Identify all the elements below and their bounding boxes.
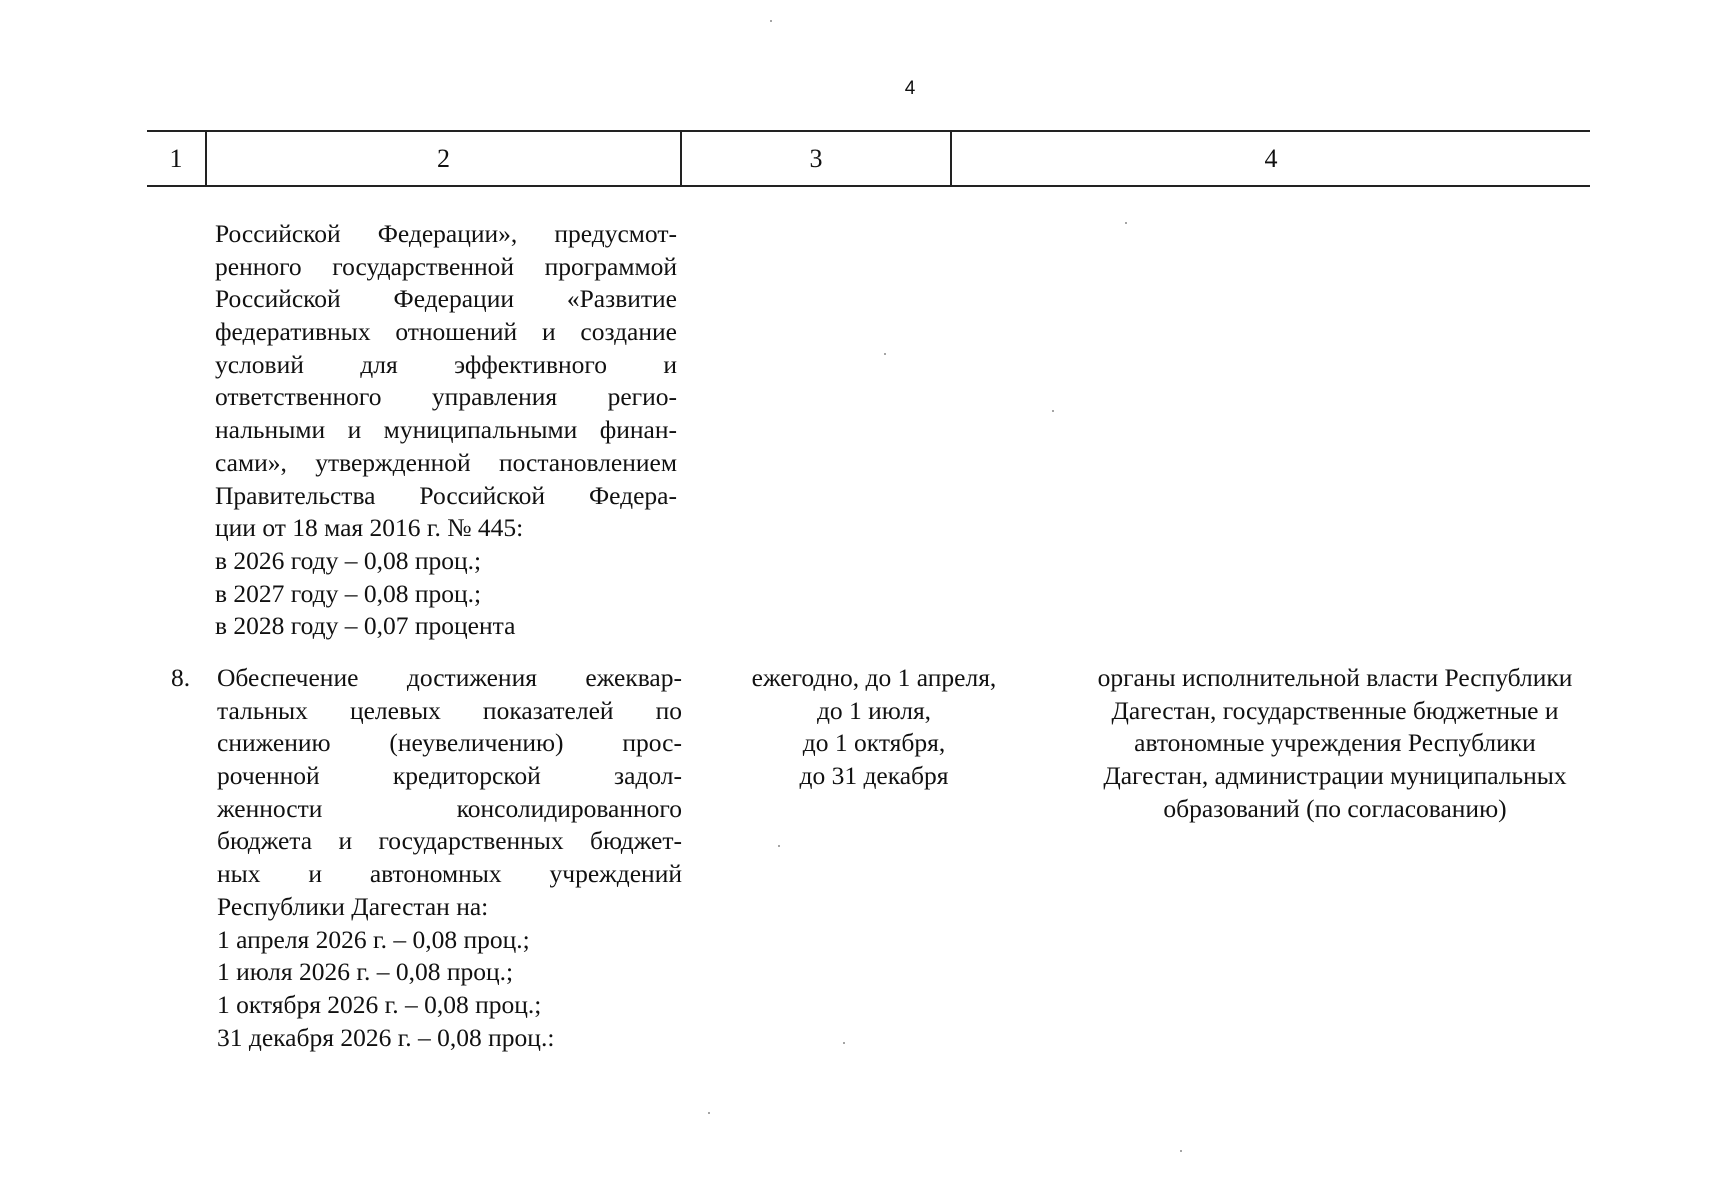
table-header-col-4: 4 — [950, 132, 1590, 185]
deadline-line: до 1 октября, — [802, 728, 946, 758]
scan-speck — [884, 353, 886, 355]
target-line: 1 октября 2026 г. – 0,08 проц.; — [217, 989, 542, 1019]
page-number: 4 — [904, 78, 916, 99]
table-header-col-1: 1 — [169, 143, 183, 173]
continuation-line: Российской Федерации», предусмот- — [215, 219, 677, 248]
table-header-col-3: 3 — [680, 132, 950, 185]
deadline-cell — [720, 662, 1028, 793]
measure-line: тальных целевых показателей по — [217, 695, 682, 725]
scan-speck — [1180, 1150, 1182, 1152]
row-number: 8. — [171, 663, 191, 692]
continuation-line: Правительства Российской Федера- — [215, 480, 677, 510]
scan-speck — [770, 20, 772, 22]
measure-line: женности консолидированного — [217, 793, 682, 823]
measure-description-cell — [217, 662, 682, 1054]
measure-line: Республики Дагестан на: — [217, 891, 489, 921]
target-line: в 2028 году – 0,07 процента — [215, 611, 516, 641]
scan-speck — [1125, 222, 1127, 224]
measure-line: Обеспечение достижения ежеквар- — [217, 663, 682, 692]
continuation-line: нальными и муниципальными финан- — [215, 415, 677, 445]
continuation-line: федеративных отношений и создание — [215, 317, 677, 347]
continuation-line: ответственного управления регио- — [215, 382, 677, 412]
table-header-col-2: 2 — [205, 132, 680, 185]
continuation-line: ции от 18 мая 2016 г. № 445: — [215, 513, 524, 543]
responsible-line: автономные учреждения Республики — [1134, 728, 1536, 758]
deadline-line: ежегодно, до 1 апреля, — [751, 663, 997, 692]
responsible-line: образований (по согласованию) — [1163, 793, 1507, 823]
table-header-row — [147, 130, 1590, 187]
target-line: в 2026 году – 0,08 проц.; — [215, 545, 482, 575]
continuation-line: Российской Федерации «Развитие — [215, 284, 677, 314]
measure-line: роченной кредиторской задол- — [217, 761, 682, 791]
target-line: 1 июля 2026 г. – 0,08 проц.; — [217, 957, 514, 987]
deadline-line: до 1 июля, — [816, 695, 932, 725]
responsible-line: Дагестан, администрации муниципальных — [1103, 761, 1567, 791]
continuation-cell — [215, 218, 677, 643]
deadline-line: до 31 декабря — [799, 761, 949, 791]
responsible-line: Дагестан, государственные бюджетные и — [1111, 695, 1559, 725]
scan-speck — [708, 1112, 710, 1114]
target-line: 31 декабря 2026 г. – 0,08 проц.: — [217, 1022, 555, 1052]
target-line: 1 апреля 2026 г. – 0,08 проц.; — [217, 924, 530, 954]
continuation-line: ренного государственной программой — [215, 251, 677, 281]
scan-speck — [778, 845, 780, 847]
measure-line: ных и автономных учреждений — [217, 859, 682, 889]
measure-line: бюджета и государственных бюджет- — [217, 826, 682, 856]
scan-speck — [843, 1042, 845, 1044]
continuation-line: сами», утвержденной постановлением — [215, 447, 677, 477]
measure-line: снижению (неувеличению) прос- — [217, 728, 682, 758]
continuation-line: условий для эффективного и — [215, 349, 677, 379]
responsible-line: органы исполнительной власти Республики — [1097, 663, 1573, 692]
target-line: в 2027 году – 0,08 проц.; — [215, 578, 482, 608]
scan-speck — [1052, 410, 1054, 412]
responsible-cell — [1060, 662, 1610, 825]
